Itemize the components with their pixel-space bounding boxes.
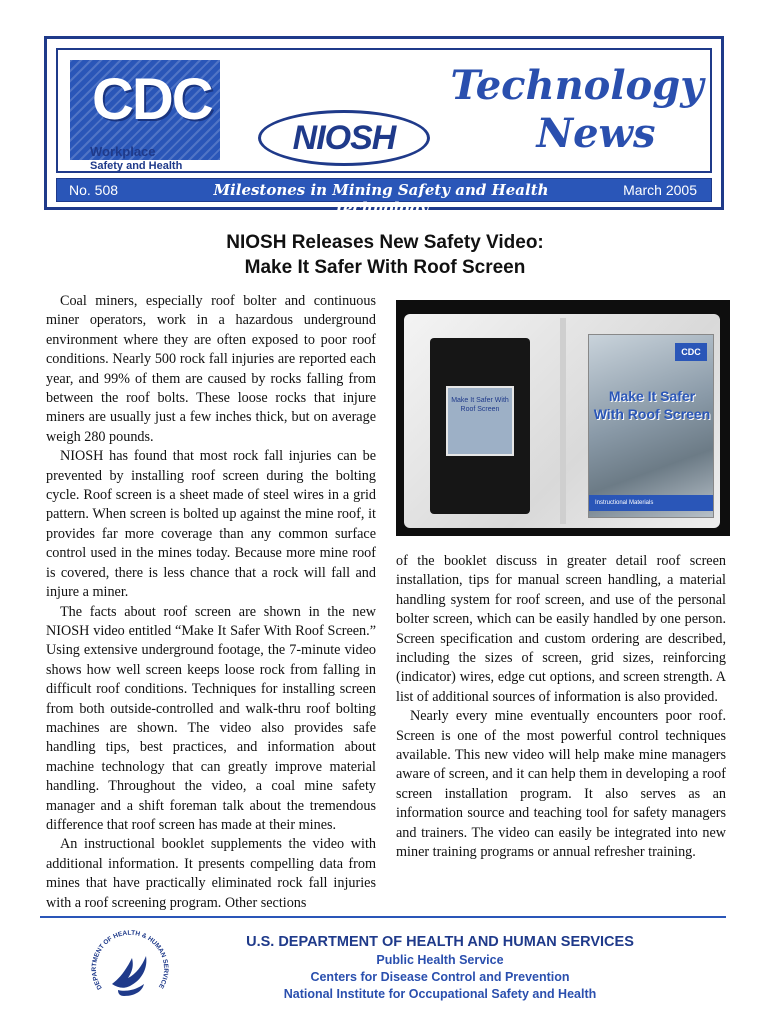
- issue-ribbon: [56, 178, 712, 217]
- masthead: [44, 36, 724, 217]
- newsletter-title-line2: News: [536, 110, 656, 157]
- cdc-logo: [70, 60, 220, 172]
- footer-agency-block: [170, 932, 710, 1003]
- masthead-banner: [56, 48, 712, 173]
- booklet-cover: [588, 334, 714, 518]
- paragraph: An instructional booklet supplements the video with additional information. It presents compelling data from mines that have practically eliminated rock fall injuries with a roof screening program. Other sections: [46, 836, 376, 911]
- footer-phs: Public Health Service: [376, 953, 504, 967]
- paragraph: Nearly every mine eventually encounters poor roof. Screen is one of the most powerful control techniques available. This new video will help make mine managers aware of screen, and it can help them in developing a roof screen installation program. It also serves as an information source and teaching tool for safety managers and trainers. The video can easily be integrated into new miner training programs or annual refresher training.: [396, 708, 726, 861]
- article-right-column: [396, 552, 726, 863]
- workplace-label: Workplace: [90, 144, 156, 159]
- paragraph: of the booklet discuss in greater detail roof screen installation, tips for manual screen handling, a material handling system for roof screen, and use of the personal bolter screen, which can be easily handled by one person. Screen specification and custom ordering are described, including the sizes of screen, grid sizes, reinforcing (indicator) wires, edge cut options, and screen strength. A list of additional sources of information is also provided.: [396, 553, 726, 705]
- series-title: Milestones in Mining Safety and Health Technology: [213, 181, 549, 217]
- paragraph: NIOSH has found that most rock fall injuries can be prevented by installing roof screen during the bolting cycle. Roof screen is a sheet made of steel wires in a grid pattern. When screen is bolted up against the mine roof, it provides far more coverage than any common surface control used in the mines today. Because more mine roof is covered, there is less chance that a rock will fall and injure a miner.: [46, 448, 376, 601]
- vhs-tape: [430, 338, 530, 514]
- video-case: [404, 314, 720, 528]
- paragraph: Coal miners, especially roof bolter and continuous miner operators, work in a hazardous underground environment where they are often exposed to poor roof conditions. Nearly 500 rock fall injuries are reported each year, and 99% of them are caused by rocks falling from between the roof bolts. These loose rocks that injure miners are usually just a few inches thick, but on average weigh 280 pounds.: [46, 293, 376, 445]
- headline-line2: Make It Safer With Roof Screen: [244, 257, 526, 278]
- issue-number: No. 508: [69, 182, 119, 198]
- paragraph: The facts about roof screen are shown in the new NIOSH video entitled “Make It Safer With Roof Screen.” Using extensive underground footage, the 7-minute video shows how well screen keeps loose rock from falling in difficult roof conditions. Techniques for installing screen from both outside-controlled and walk-thru roof bolting machines are shown. The video also provides safe handling tips, best practices, and information about machine technology that can greatly improve material handling. Throughout the video, a coal mine safety manager and a shift foreman talk about the tremendous difference that roof screen has made at their mines.: [46, 603, 376, 833]
- niosh-logo: [258, 110, 430, 166]
- tape-label-title: Make It Safer With Roof Screen: [451, 397, 509, 413]
- footer-department: U.S. DEPARTMENT OF HEALTH AND HUMAN SERVICES: [246, 934, 634, 950]
- product-photo: [396, 300, 730, 536]
- footer-niosh: National Institute for Occupational Safety and Health: [283, 987, 597, 1001]
- case-divider: [560, 318, 566, 524]
- headline-line1: NIOSH Releases New Safety Video:: [226, 232, 544, 253]
- footer-cdc: Centers for Disease Control and Prevention: [310, 970, 570, 984]
- issue-date: March 2005: [623, 182, 697, 198]
- niosh-logo-text: NIOSH: [292, 118, 396, 157]
- article-left-column: [46, 292, 376, 913]
- workplace-tagline: [90, 144, 182, 173]
- tape-label: [446, 386, 514, 456]
- newsletter-title-line1: Technology: [450, 62, 704, 109]
- article-headline: [0, 230, 770, 280]
- hhs-seal-icon: [82, 922, 178, 1018]
- footer-divider: [40, 916, 726, 918]
- seal-ring-text: DEPARTMENT OF HEALTH & HUMAN SERVICE: [90, 929, 170, 991]
- cdc-logo-text: CDC: [92, 67, 212, 132]
- booklet-title: Make It Safer With Roof Screen: [593, 388, 711, 422]
- booklet-footer-band: Instructional Materials: [589, 495, 713, 511]
- eagle-profile-icon: [112, 956, 146, 996]
- booklet-cdc-logo: CDC: [675, 343, 707, 361]
- newsletter-title: [446, 62, 708, 158]
- safety-health-label: Safety and Health: [90, 160, 183, 172]
